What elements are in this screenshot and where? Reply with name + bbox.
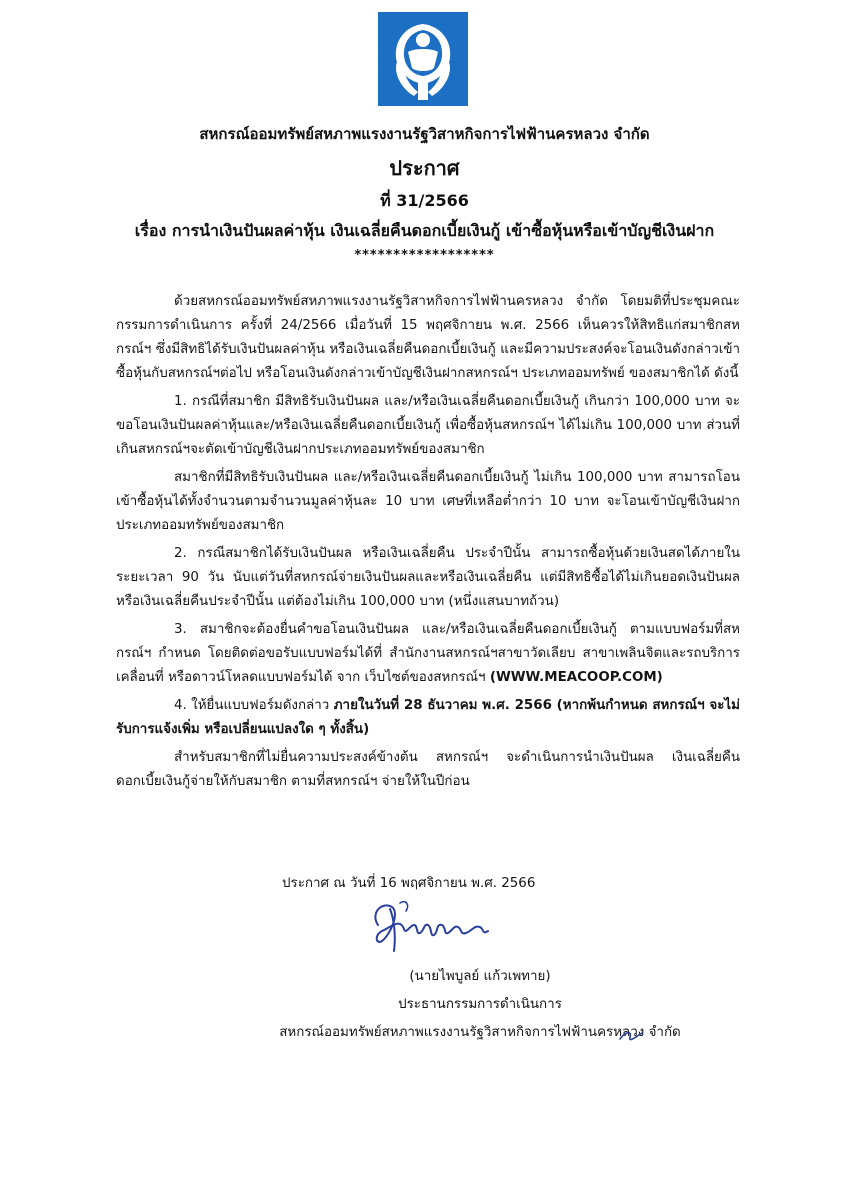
organization-name: สหกรณ์ออมทรัพย์สหภาพแรงงานรัฐวิสาหกิจการไฟฟ้านครหลวง จำกัด <box>199 125 650 143</box>
item-2-paragraph: 2. กรณีสมาชิกได้รับเงินปันผล หรือเงินเฉลี่ยคืน ประจำปีนั้น สามารถซื้อหุ้นด้วยเงินสดได้ภายในระยะเวลา 90 วัน นับแต่วันที่สหกรณ์จ่ายเงินปันผลและหรือเงินเฉลี่ยคืน แต่มีสิทธิซื้อได้ไม่เกินยอดเงินปันผลหรือเงินเฉลี่ยคืนประจำปีนั้น แต่ต้องไม่เกิน 100,000 บาท (หนึ่งแสนบาทถ้วน) <box>116 546 740 609</box>
item-1b-paragraph: สมาชิกที่มีสิทธิรับเงินปันผล และ/หรือเงินเฉลี่ยคืนดอกเบี้ยเงินกู้ ไม่เกิน 100,000 บาท สามารถโอนเข้าซื้อหุ้นได้ทั้งจำนวนตามจำนวนมูลค่าหุ้นละ 10 บาท เศษที่เหลือต่ำกว่า 10 บาท จะโอนเข้าบัญชีเงินฝากประเภทออมทรัพย์ของสมาชิก <box>116 470 740 533</box>
announcement-number: ที่ 31/2566 <box>380 191 469 210</box>
signer-name: (นายไพบูลย์ แก้วเพทาย) <box>409 969 551 984</box>
announcement-body <box>116 290 740 798</box>
announcement-subject: เรื่อง การนำเงินปันผลค่าหุ้น เงินเฉลี่ยคืนดอกเบี้ยเงินกู้ เข้าซื้อหุ้นหรือเข้าบัญชีเงินฝาก <box>134 221 715 240</box>
announcement-title: ประกาศ <box>389 156 460 180</box>
item-4-lead: 4. ให้ยื่นแบบฟอร์มดังกล่าว <box>174 698 330 713</box>
handwritten-signature <box>360 895 500 955</box>
item-1-paragraph: 1. กรณีที่สมาชิก มีสิทธิรับเงินปันผล และ/หรือเงินเฉลี่ยคืนดอกเบี้ยเงินกู้ เกินกว่า 100,000 บาท จะขอโอนเงินปันผลค่าหุ้นและ/หรือเงินเฉลี่ยคืนดอกเบี้ยเงินกู้ เพื่อซื้อหุ้นสหกรณ์ฯ ได้ไม่เกิน 100,000 บาท ส่วนที่เกินสหกรณ์ฯจะตัดเข้าบัญชีเงินฝากประเภทออมทรัพย์ของสมาชิก <box>116 394 740 457</box>
website-url: (WWW.MEACOOP.COM) <box>489 670 663 685</box>
signer-position: ประธานกรรมการดำเนินการ <box>398 997 562 1012</box>
item-3-paragraph <box>116 618 740 690</box>
signer-organization: สหกรณ์ออมทรัพย์สหภาพแรงงานรัฐวิสาหกิจการไฟฟ้านครหลวง จำกัด <box>279 1025 681 1040</box>
item-4-paragraph <box>116 694 740 742</box>
announcement-date: ประกาศ ณ วันที่ 16 พฤศจิกายน พ.ศ. 2566 <box>282 876 536 891</box>
item-3-text: 3. สมาชิกจะต้องยื่นคำขอโอนเงินปันผล และ/หรือเงินเฉลี่ยคืนดอกเบี้ยเงินกู้ ตามแบบฟอร์มที่สหกรณ์ฯ กำหนด โดยติดต่อขอรับแบบฟอร์มได้ที่ สำนักงานสหกรณ์ฯสาขาวัดเลียบ สาขาเพลินจิตและรถบริการเคลื่อนที่ หรือดาวน์โหลดแบบฟอร์มได้ จาก เว็บไซต์ของสหกรณ์ฯ <box>116 622 740 685</box>
item-4-deadline: ภายในวันที่ 28 ธันวาคม พ.ศ. 2566 (หากพ้นกำหนด สหกรณ์ฯ จะไม่รับการแจ้งเพิ่ม หรือเปลี่ยนแปลงใด ๆ ทั้งสิ้น) <box>116 698 740 737</box>
cooperative-logo <box>378 12 468 106</box>
separator-stars: ****************** <box>354 248 495 263</box>
initial-mark <box>618 1025 644 1045</box>
closing-paragraph: สำหรับสมาชิกที่ไม่ยื่นความประสงค์ข้างต้น สหกรณ์ฯ จะดำเนินการนำเงินปันผล เงินเฉลี่ยคืนดอกเบี้ยเงินกู้จ่ายให้กับสมาชิก ตามที่สหกรณ์ฯ จ่ายให้ในปีก่อน <box>116 750 740 789</box>
intro-paragraph: ด้วยสหกรณ์ออมทรัพย์สหภาพแรงงานรัฐวิสาหกิจการไฟฟ้านครหลวง จำกัด โดยมติที่ประชุมคณะกรรมการดำเนินการ ครั้งที่ 24/2566 เมื่อวันที่ 15 พฤศจิกายน พ.ศ. 2566 เห็นควรให้สิทธิแก่สมาชิกสหกรณ์ฯ ซึ่งมีสิทธิได้รับเงินปันผลค่าหุ้น หรือเงินเฉลี่ยคืนดอกเบี้ยเงินกู้ และมีความประสงค์จะโอนเงินดังกล่าวเข้าซื้อหุ้นกับสหกรณ์ฯต่อไป หรือโอนเงินดังกล่าวเข้าบัญชีเงินฝากสหกรณ์ฯ ประเภทออมทรัพย์ ของสมาชิกได้ ดังนี้ <box>116 294 740 381</box>
